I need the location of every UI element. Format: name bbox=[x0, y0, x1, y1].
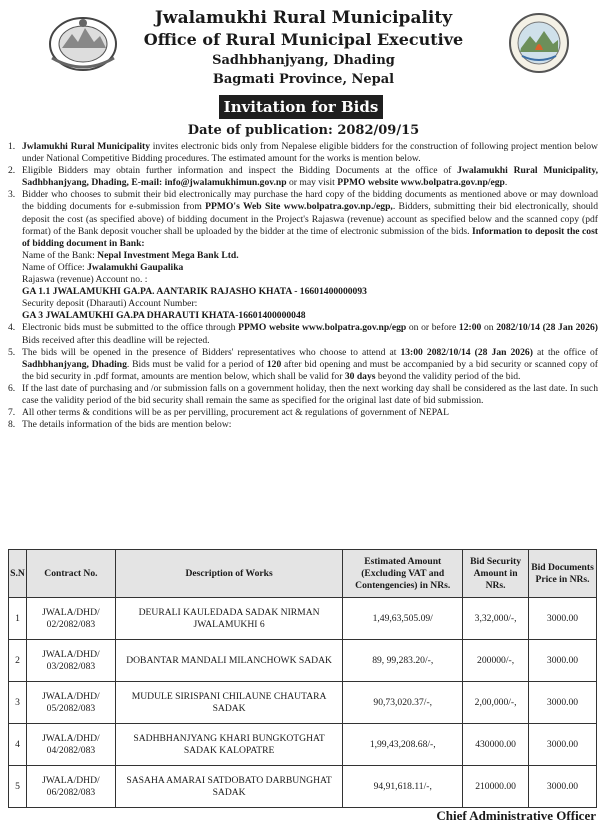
item-text: . Bids must be valid for a period of bbox=[126, 358, 267, 370]
item-text: Eligible Bidders may obtain further information and inspect the Bidding Documents at the office of bbox=[22, 165, 458, 177]
cell-estimate: 94,91,618.11/-, bbox=[343, 766, 463, 808]
cell-security: 200000/-, bbox=[463, 640, 529, 682]
item-text: on or before bbox=[406, 322, 459, 334]
publication-date: Date of publication: 2082/09/15 bbox=[187, 123, 420, 138]
list-item bbox=[8, 383, 598, 407]
cell-contract: JWALA/DHD/ 05/2082/083 bbox=[26, 682, 115, 724]
office-account-name: Jwalamukhi Gaupalika bbox=[87, 261, 184, 273]
list-item bbox=[8, 347, 598, 383]
item-text: Bids received after this deadline will be rejected. bbox=[22, 334, 210, 346]
rajaswa-account bbox=[8, 286, 598, 298]
item-number: 4. bbox=[8, 322, 16, 334]
bold-text: PPMO website www.bolpatra.gov.np/egp bbox=[238, 322, 407, 334]
cell-estimate: 89, 99,283.20/-, bbox=[343, 640, 463, 682]
cell-documents: 3000.00 bbox=[529, 724, 597, 766]
cell-contract: JWALA/DHD/ 06/2082/083 bbox=[26, 766, 115, 808]
table-row bbox=[9, 724, 597, 766]
header-documents: Bid Documents Price in NRs. bbox=[529, 550, 597, 598]
notice-title: Invitation for Bids bbox=[219, 95, 383, 119]
bold-text: Jwlamukhi Rural Municipality bbox=[22, 141, 151, 152]
bank-name: Nepal Investment Mega Bank Ltd. bbox=[97, 249, 239, 261]
item-text: The bids will be opened in the presence of Bidders' representatives who choose to attend at bbox=[22, 346, 401, 358]
cell-estimate: 1,49,63,505.09/ bbox=[343, 598, 463, 640]
security-label: Security deposit (Dharauti) Account Number: bbox=[22, 298, 198, 310]
cell-sn: 5 bbox=[9, 766, 27, 808]
bids-table bbox=[8, 549, 597, 808]
cell-description: MUDULE SIRISPANI CHILAUNE CHAUTARA SADAK bbox=[115, 682, 342, 724]
office-name: Office of Rural Municipal Executive bbox=[143, 30, 464, 49]
bold-text: Jwalamukhi Rural Municipality, Sadhbhanjyang, Dhading, E-mail: info@jwalamukhimun.gov.np bbox=[22, 165, 598, 189]
item-number: 8. bbox=[8, 419, 16, 431]
item-text: beyond the validity period of the bid. bbox=[375, 370, 521, 382]
signatory: Chief Administrative Officer bbox=[436, 808, 596, 823]
header-security: Bid Security Amount in NRs. bbox=[463, 550, 529, 598]
municipality-name: Jwalamukhi Rural Municipality bbox=[154, 8, 453, 28]
item-text: at the office of bbox=[532, 346, 598, 358]
bank-name-line bbox=[8, 250, 598, 262]
rajaswa-label: Rajaswa (revenue) Account no. : bbox=[22, 274, 148, 286]
bold-text: PPMO website www.bolpatra.gov.np/egp bbox=[337, 177, 505, 189]
account-number: GA 3 JWALAMUKHI GA.PA DHARAUTI KHATA-16601400000048 bbox=[22, 310, 306, 322]
item-text: . bbox=[504, 177, 508, 189]
list-item bbox=[8, 141, 598, 165]
cell-documents: 3000.00 bbox=[529, 598, 597, 640]
cell-sn: 3 bbox=[9, 682, 27, 724]
cell-description: SADHBHANJYANG KHARI BUNGKOTGHAT SADAK KALOPATRE bbox=[115, 724, 342, 766]
cell-documents: 3000.00 bbox=[529, 640, 597, 682]
item-number: 5. bbox=[8, 346, 16, 358]
cell-security: 210000.00 bbox=[463, 766, 529, 808]
bold-text: 30 days bbox=[344, 370, 376, 382]
cell-sn: 1 bbox=[9, 598, 27, 640]
cell-description: DEURALI KAULEDADA SADAK NIRMAN JWALAMUKHI 6 bbox=[115, 598, 342, 640]
bold-text: 12:00 bbox=[458, 322, 482, 334]
table-header-row bbox=[9, 550, 597, 598]
bold-text: PPMO's Web Site www.bolpatra.gov.np./egp, bbox=[205, 201, 393, 213]
header-estimate: Estimated Amount (Excluding VAT and Contengencies) in NRs. bbox=[343, 550, 463, 598]
item-number: 2. bbox=[8, 165, 16, 177]
notice-body bbox=[8, 141, 598, 431]
cell-contract: JWALA/DHD/ 02/2082/083 bbox=[26, 598, 115, 640]
item-number: 3. bbox=[8, 189, 16, 201]
list-item bbox=[8, 419, 598, 431]
table-row bbox=[9, 640, 597, 682]
cell-sn: 2 bbox=[9, 640, 27, 682]
cell-estimate: 1,99,43,208.68/-, bbox=[343, 724, 463, 766]
item-text: All other terms & conditions will be as per pervilling, procurement act & regulations of government of NEPAL bbox=[22, 407, 450, 419]
table-row bbox=[9, 598, 597, 640]
bold-text: Sadhbhanjyang, Dhading bbox=[22, 358, 127, 370]
label: Name of Office: bbox=[22, 261, 88, 273]
bold-text: 13:00 2082/10/14 (28 Jan 2026) bbox=[400, 346, 533, 358]
office-name-line bbox=[8, 262, 598, 274]
table-row bbox=[9, 766, 597, 808]
cell-contract: JWALA/DHD/ 04/2082/083 bbox=[26, 724, 115, 766]
cell-documents: 3000.00 bbox=[529, 766, 597, 808]
cell-description: SASAHA AMARAI SATDOBATO DARBUNGHAT SADAK bbox=[115, 766, 342, 808]
cell-sn: 4 bbox=[9, 724, 27, 766]
cell-estimate: 90,73,020.37/-, bbox=[343, 682, 463, 724]
security-account bbox=[8, 310, 598, 322]
item-number: 1. bbox=[8, 141, 16, 152]
item-text: If the last date of purchasing and /or submission falls on a government holiday, then the next working day shall be considered as the last date. In such case the validity period of the bid security shall remain the same as specified for the original last date of bid submission. bbox=[22, 382, 598, 406]
item-text: invites electronic bids only from Nepalese eligible bidders for the construction of following project mention below under National Competitive Bidding procedures. The estimated amount for the works is mention below. bbox=[22, 141, 598, 165]
bold-text: 120 bbox=[266, 358, 282, 370]
list-item bbox=[8, 407, 598, 419]
header-contract: Contract No. bbox=[26, 550, 115, 598]
address-line-2: Bagmati Province, Nepal bbox=[212, 72, 395, 87]
bold-text: Information to deposit the cost of bidding document in Bank: bbox=[22, 225, 598, 249]
item-text: or may visit bbox=[286, 177, 338, 189]
cell-contract: JWALA/DHD/ 03/2082/083 bbox=[26, 640, 115, 682]
address-line-1: Sadhbhanjyang, Dhading bbox=[212, 53, 395, 68]
item-text: after bid opening and must be accompanied by a bid security or scanned copy of the bid security in .pdf format, amounts are mention below, which shall be valid for bbox=[22, 358, 598, 382]
cell-description: DOBANTAR MANDALI MILANCHOWK SADAK bbox=[115, 640, 342, 682]
cell-security: 2,00,000/-, bbox=[463, 682, 529, 724]
cell-security: 3,32,000/-, bbox=[463, 598, 529, 640]
header-sn: S.N bbox=[9, 550, 27, 598]
item-text: on bbox=[481, 322, 497, 334]
item-text: Electronic bids must be submitted to the office through bbox=[22, 322, 239, 334]
header-description: Description of Works bbox=[115, 550, 342, 598]
item-text: Bidder who chooses to submit their bid electronically may purchase the hard copy of the bidding documents as mentioned above or may download the bidding documents for e-submission from bbox=[22, 189, 598, 213]
cell-documents: 3000.00 bbox=[529, 682, 597, 724]
cell-security: 430000.00 bbox=[463, 724, 529, 766]
label: Name of the Bank: bbox=[22, 249, 98, 261]
list-item bbox=[8, 189, 598, 249]
item-text: The details information of the bids are mention below: bbox=[22, 419, 232, 431]
table-row bbox=[9, 682, 597, 724]
account-number: GA 1.1 JWALAMUKHI GA.PA. AANTARIK RAJASHO KHATA - 16601400000093 bbox=[22, 286, 367, 298]
item-number: 6. bbox=[8, 382, 16, 394]
bold-text: 2082/10/14 (28 Jan 2026) bbox=[496, 322, 598, 334]
list-item bbox=[8, 165, 598, 189]
item-number: 7. bbox=[8, 407, 16, 419]
item-text: . Bidders, submitting their bid electronically, should deposit the cost (as specified above) of bidding document in the Project's Rajaswa (revenue) account as specified below and the scanned copy (pdf format) of the Bank deposit voucher shall be uploaded by the bidder at the time of electronic submission of the bids. bbox=[22, 201, 598, 237]
list-item bbox=[8, 322, 598, 346]
